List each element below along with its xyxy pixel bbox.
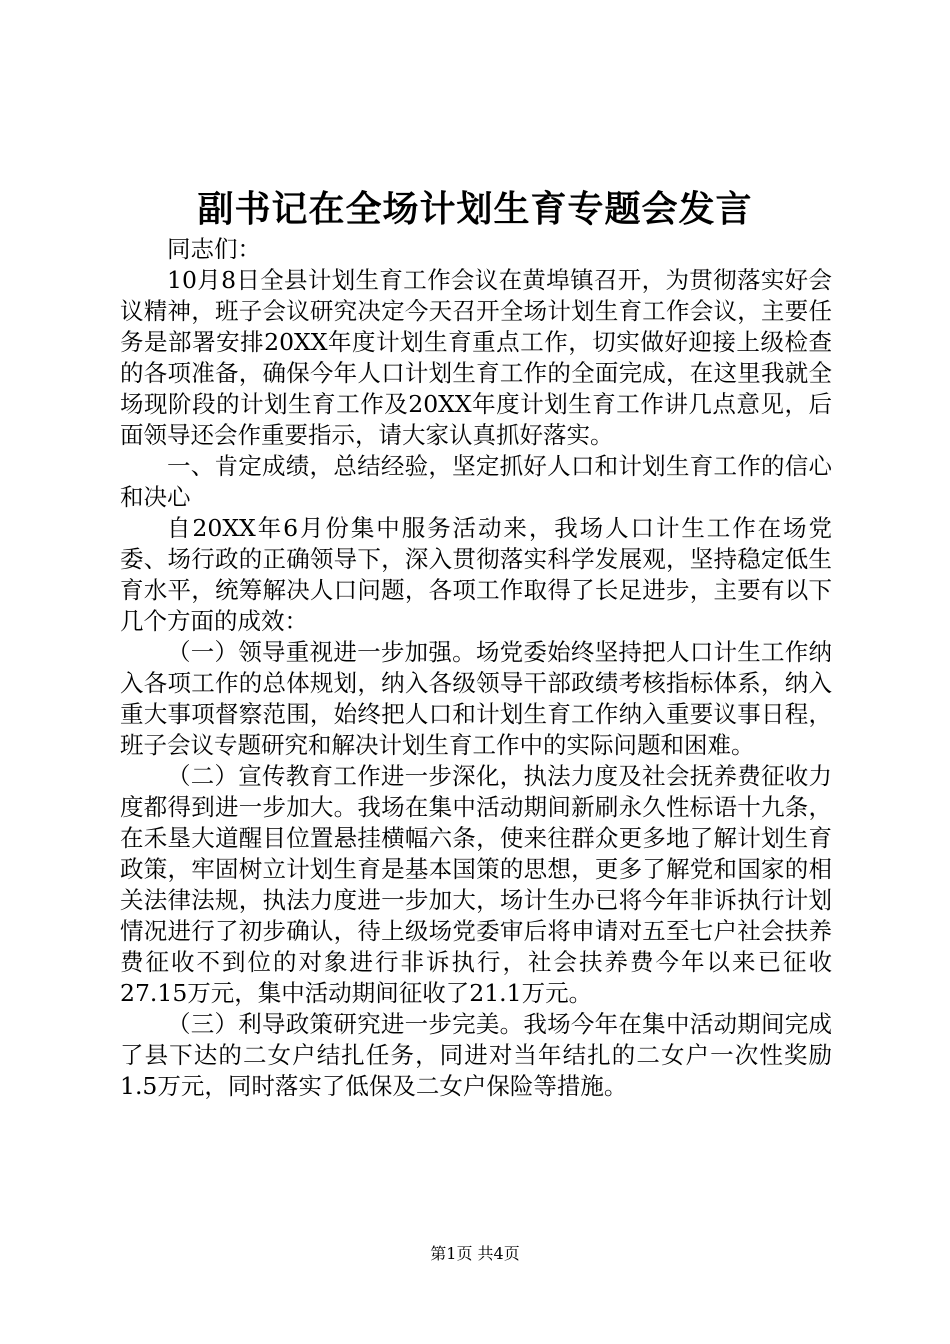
paragraph-item-1: （一）领导重视进一步加强。场党委始终坚持把人口计生工作纳入各项工作的总体规划，纳入各级领导干部政绩考核指标体系，纳入重大事项督察范围，始终把人口和计划生育工作纳入重要议事日程，班子会议专题研究和解决计划生育工作中的实际问题和困难。 [120, 638, 832, 759]
salutation: 同志们： [167, 235, 261, 263]
paragraph-intro: 10月8日全县计划生育工作会议在黄埠镇召开，为贯彻落实好会议精神，班子会议研究决定今天召开全场计划生育工作会议，主要任务是部署安排20XX年度计划生育重点工作，切实做好迎接上级检查的各项准备，确保今年人口计划生育工作的全面完成，在这里我就全场现阶段的计划生育工作及20XX年度计划生育工作讲几点意见，后面领导还会作重要指示，请大家认真抓好落实。 [120, 266, 832, 449]
section-heading-1: 一、肯定成绩，总结经验，坚定抓好人口和计划生育工作的信心和决心 [120, 452, 832, 511]
paragraph-item-3: （三）利导政策研究进一步完美。我场今年在集中活动期间完成了县下达的二女户结扎任务，同进对当年结扎的二女户一次性奖励1.5万元，同时落实了低保及二女户保险等措施。 [120, 1010, 832, 1100]
document-title: 副书记在全场计划生育专题会发言 [197, 188, 753, 230]
page-footer: 第1页 共4页 [430, 1244, 520, 1263]
paragraph-achievements: 自20XX年6月份集中服务活动来，我场人口计生工作在场党委、场行政的正确领导下，深入贯彻落实科学发展观，坚持稳定低生育水平，统筹解决人口问题，各项工作取得了长足进步，主要有以下几个方面的成效： [120, 514, 832, 635]
paragraph-item-2: （二）宣传教育工作进一步深化，执法力度及社会抚养费征收力度都得到进一步加大。我场在集中活动期间新刷永久性标语十九条，在禾垦大道醒目位置悬挂横幅六条，使来往群众更多地了解计划生育政策，牢固树立计划生育是基本国策的思想，更多了解党和国家的相关法律法规，执法力度进一步加大，场计生办已将今年非诉执行计划情况进行了初步确认，待上级场党委审后将申请对五至七户社会扶养费征收不到位的对象进行非诉执行，社会扶养费今年以来已征收27.15万元，集中活动期间征收了21.1万元。 [120, 762, 832, 1007]
document-body [120, 234, 832, 1102]
